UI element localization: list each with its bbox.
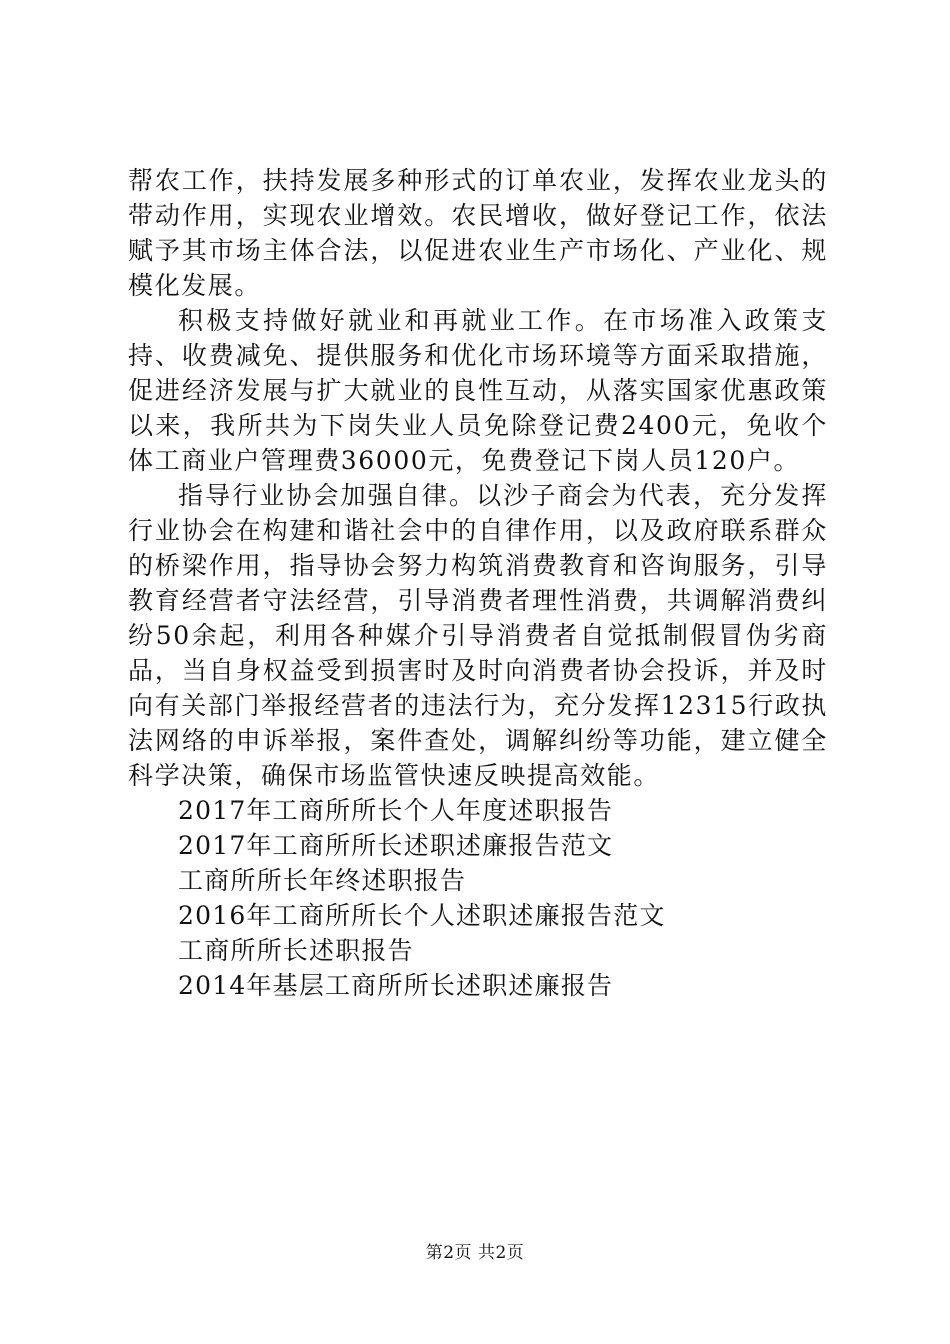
related-links-list <box>128 793 828 1003</box>
page-footer: 第2页 共2页 <box>425 1243 525 1263</box>
related-link[interactable]: 2016年工商所所长个人述职述廉报告范文 <box>178 901 666 930</box>
paragraph-farm-support: 帮农工作，扶持发展多种形式的订单农业，发挥农业龙头的带动作用，实现农业增效。农民增收，做好登记工作，依法赋予其市场主体合法，以促进农业生产市场化、产业化、规模化发展。 <box>128 166 828 300</box>
related-link[interactable]: 工商所所长年终述职报告 <box>178 866 467 895</box>
related-link[interactable]: 2017年工商所所长述职述廉报告范文 <box>178 831 614 860</box>
document-body <box>128 163 828 1003</box>
paragraph-industry-association: 指导行业协会加强自律。以沙子商会为代表，充分发挥行业协会在构建和谐社会中的自律作用，以及政府联系群众的桥梁作用，指导协会努力构筑消费教育和咨询服务，引导教育经营者守法经营，引导消费者理性消费，共调解消费纠纷50余起，利用各种媒介引导消费者自觉抵制假冒伪劣商品，当自身权益受到损害时及时向消费者协会投诉，并及时向有关部门举报经营者的违法行为，充分发挥12315行政执法网络的申诉举报，案件查处，调解纠纷等功能，建立健全科学决策，确保市场监管快速反映提高效能。 <box>128 481 828 790</box>
related-link[interactable]: 2017年工商所所长个人年度述职报告 <box>178 796 614 825</box>
related-link[interactable]: 工商所所长述职报告 <box>178 936 414 965</box>
related-link[interactable]: 2014年基层工商所所长述职述廉报告 <box>178 971 614 1000</box>
paragraph-employment: 积极支持做好就业和再就业工作。在市场准入政策支持、收费减免、提供服务和优化市场环境等方面采取措施，促进经济发展与扩大就业的良性互动，从落实国家优惠政策以来，我所共为下岗失业人员免除登记费2400元，免收个体工商业户管理费36000元，免费登记下岗人员120户。 <box>128 306 828 475</box>
